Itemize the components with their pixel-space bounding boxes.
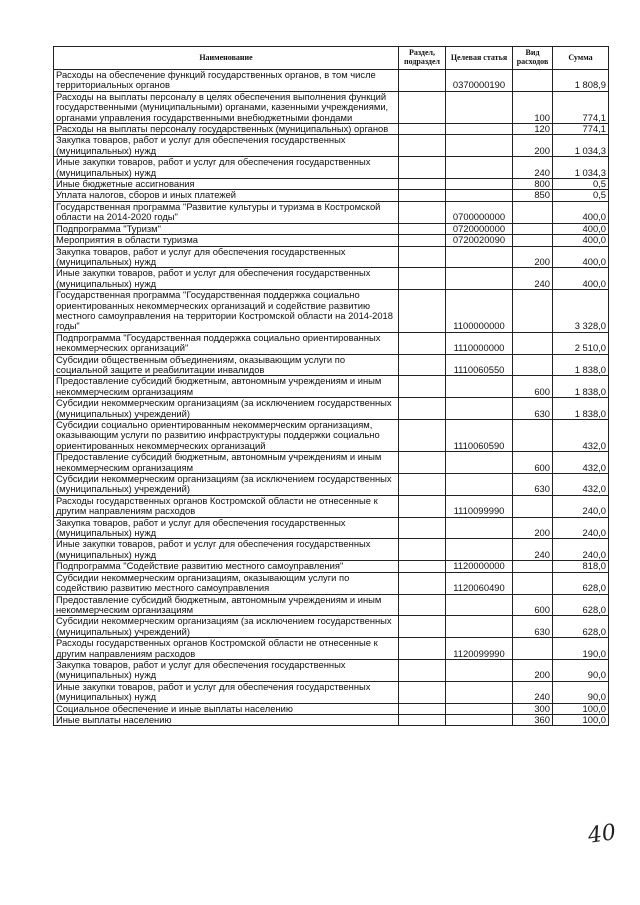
- cell-name: Субсидии некоммерческим организациям, оказывающим услуги по содействию развитию местного самоуправления: [54, 572, 399, 594]
- cell-name: Иные закупки товаров, работ и услуг для обеспечения государственных (муниципальных) нужд: [54, 268, 399, 290]
- cell-sum: 90,0: [553, 681, 609, 703]
- cell-section: [399, 376, 446, 398]
- table-row: [54, 190, 609, 201]
- cell-section: [399, 70, 446, 92]
- cell-target: [446, 246, 513, 268]
- cell-type: 300: [513, 703, 553, 714]
- cell-target: [446, 703, 513, 714]
- cell-section: [399, 398, 446, 420]
- cell-type: [513, 420, 553, 452]
- cell-name: Субсидии социально ориентированным некоммерческим организациям, оказывающим услуги по развитию инфраструктуры поддержки социально ориентированных некоммерческих организаций: [54, 420, 399, 452]
- cell-type: [513, 561, 553, 572]
- cell-section: [399, 616, 446, 638]
- cell-section: [399, 452, 446, 474]
- cell-type: 240: [513, 681, 553, 703]
- cell-section: [399, 539, 446, 561]
- cell-name: Субсидии некоммерческим организациям (за исключением государственных (муниципальных) учреждений): [54, 474, 399, 496]
- table-row: [54, 179, 609, 190]
- cell-sum: 190,0: [553, 638, 609, 660]
- table-row: [54, 201, 609, 223]
- cell-type: 630: [513, 398, 553, 420]
- cell-section: [399, 703, 446, 714]
- cell-target: [446, 594, 513, 616]
- cell-target: 0370000190: [446, 70, 513, 92]
- cell-name: Подпрограмма "Содействие развитию местного самоуправления": [54, 561, 399, 572]
- table-row: [54, 332, 609, 354]
- cell-name: Государственная программа "Государственная поддержка социально ориентированных некоммерческих организаций и содействие развитию местного самоуправления на территории Костромской области на 2014-2018 годы": [54, 290, 399, 333]
- cell-section: [399, 179, 446, 190]
- header-type: Вид расходов: [513, 47, 553, 70]
- table-row: [54, 135, 609, 157]
- cell-target: 1110060590: [446, 420, 513, 452]
- cell-section: [399, 354, 446, 376]
- cell-target: [446, 452, 513, 474]
- cell-type: 240: [513, 157, 553, 179]
- table-row: [54, 246, 609, 268]
- cell-target: [446, 179, 513, 190]
- cell-sum: 240,0: [553, 495, 609, 517]
- cell-section: [399, 420, 446, 452]
- cell-name: Предоставление субсидий бюджетным, автономным учреждениям и иным некоммерческим организациям: [54, 594, 399, 616]
- cell-type: [513, 572, 553, 594]
- table-row: [54, 290, 609, 333]
- cell-type: [513, 290, 553, 333]
- cell-target: 0720000000: [446, 223, 513, 234]
- cell-sum: 1 838,0: [553, 376, 609, 398]
- cell-sum: 400,0: [553, 268, 609, 290]
- cell-type: 630: [513, 474, 553, 496]
- cell-target: [446, 539, 513, 561]
- cell-name: Расходы государственных органов Костромской области не отнесенные к другим направлениям расходов: [54, 638, 399, 660]
- cell-target: [446, 714, 513, 725]
- cell-sum: 774,1: [553, 124, 609, 135]
- cell-sum: 400,0: [553, 201, 609, 223]
- cell-type: 200: [513, 135, 553, 157]
- cell-type: [513, 235, 553, 246]
- cell-name: Подпрограмма "Государственная поддержка социально ориентированных некоммерческих организаций": [54, 332, 399, 354]
- cell-sum: 1 838,0: [553, 398, 609, 420]
- cell-type: 850: [513, 190, 553, 201]
- cell-section: [399, 681, 446, 703]
- cell-section: [399, 235, 446, 246]
- cell-target: 0720020090: [446, 235, 513, 246]
- cell-target: 1110000000: [446, 332, 513, 354]
- cell-type: [513, 201, 553, 223]
- cell-type: 200: [513, 246, 553, 268]
- table-row: [54, 91, 609, 123]
- cell-target: [446, 517, 513, 539]
- cell-type: [513, 223, 553, 234]
- cell-name: Расходы на выплаты персоналу государственных (муниципальных) органов: [54, 124, 399, 135]
- cell-name: Субсидии некоммерческим организациям (за исключением государственных (муниципальных) учреждений): [54, 398, 399, 420]
- cell-target: 0700000000: [446, 201, 513, 223]
- cell-section: [399, 223, 446, 234]
- cell-type: 600: [513, 594, 553, 616]
- cell-sum: 774,1: [553, 91, 609, 123]
- cell-sum: 1 034,3: [553, 157, 609, 179]
- cell-sum: 628,0: [553, 572, 609, 594]
- cell-type: [513, 70, 553, 92]
- cell-name: Закупка товаров, работ и услуг для обеспечения государственных (муниципальных) нужд: [54, 517, 399, 539]
- cell-target: [446, 681, 513, 703]
- table-header-row: [54, 47, 609, 70]
- cell-section: [399, 290, 446, 333]
- cell-name: Закупка товаров, работ и услуг для обеспечения государственных (муниципальных) нужд: [54, 659, 399, 681]
- page-number: 40: [586, 820, 618, 849]
- cell-type: 120: [513, 124, 553, 135]
- cell-type: 240: [513, 268, 553, 290]
- cell-type: 360: [513, 714, 553, 725]
- cell-name: Подпрограмма "Туризм": [54, 223, 399, 234]
- cell-section: [399, 190, 446, 201]
- cell-name: Субсидии общественным объединениям, оказывающим услуги по социальной защите и реабилитации инвалидов: [54, 354, 399, 376]
- table-row: [54, 714, 609, 725]
- table-row: [54, 420, 609, 452]
- cell-name: Иные выплаты населению: [54, 714, 399, 725]
- cell-type: 240: [513, 539, 553, 561]
- table-row: [54, 594, 609, 616]
- cell-section: [399, 714, 446, 725]
- cell-name: Иные бюджетные ассигнования: [54, 179, 399, 190]
- table-row: [54, 268, 609, 290]
- table-row: [54, 157, 609, 179]
- cell-target: [446, 190, 513, 201]
- cell-section: [399, 572, 446, 594]
- cell-section: [399, 638, 446, 660]
- cell-type: 600: [513, 376, 553, 398]
- cell-section: [399, 135, 446, 157]
- cell-name: Государственная программа "Развитие культуры и туризма в Костромской области на 2014-2020 годы": [54, 201, 399, 223]
- table-row: [54, 681, 609, 703]
- header-section: Раздел, подраздел: [399, 47, 446, 70]
- cell-sum: 432,0: [553, 452, 609, 474]
- cell-target: [446, 474, 513, 496]
- table-row: [54, 398, 609, 420]
- table-row: [54, 495, 609, 517]
- cell-section: [399, 124, 446, 135]
- cell-target: [446, 616, 513, 638]
- cell-sum: 1 808,9: [553, 70, 609, 92]
- cell-sum: 628,0: [553, 616, 609, 638]
- header-sum: Сумма: [553, 47, 609, 70]
- cell-target: 1100000000: [446, 290, 513, 333]
- table-row: [54, 659, 609, 681]
- table-body: [54, 70, 609, 726]
- cell-section: [399, 201, 446, 223]
- cell-name: Социальное обеспечение и иные выплаты населению: [54, 703, 399, 714]
- budget-table: [53, 46, 609, 726]
- table-row: [54, 474, 609, 496]
- cell-type: [513, 638, 553, 660]
- cell-section: [399, 474, 446, 496]
- cell-type: 200: [513, 517, 553, 539]
- cell-section: [399, 91, 446, 123]
- cell-sum: 1 838,0: [553, 354, 609, 376]
- table-row: [54, 452, 609, 474]
- cell-name: Расходы на обеспечение функций государственных органов, в том числе территориальных органов: [54, 70, 399, 92]
- cell-target: [446, 268, 513, 290]
- cell-name: Закупка товаров, работ и услуг для обеспечения государственных (муниципальных) нужд: [54, 135, 399, 157]
- cell-sum: 90,0: [553, 659, 609, 681]
- cell-name: Уплата налогов, сборов и иных платежей: [54, 190, 399, 201]
- cell-name: Расходы на выплаты персоналу в целях обеспечения выполнения функций государственными (муниципальными) органами, казенными учреждениями, органами управления государственными внебюджетными фондами: [54, 91, 399, 123]
- cell-target: [446, 91, 513, 123]
- table-row: [54, 616, 609, 638]
- cell-target: [446, 398, 513, 420]
- cell-name: Предоставление субсидий бюджетным, автономным учреждениям и иным некоммерческим организациям: [54, 452, 399, 474]
- cell-target: [446, 376, 513, 398]
- cell-name: Иные закупки товаров, работ и услуг для обеспечения государственных (муниципальных) нужд: [54, 681, 399, 703]
- cell-name: Расходы государственных органов Костромской области не отнесенные к другим направлениям расходов: [54, 495, 399, 517]
- cell-target: [446, 157, 513, 179]
- cell-target: 1110060550: [446, 354, 513, 376]
- table-row: [54, 561, 609, 572]
- cell-sum: 818,0: [553, 561, 609, 572]
- header-target: Целевая статья: [446, 47, 513, 70]
- cell-sum: 432,0: [553, 420, 609, 452]
- cell-sum: 240,0: [553, 539, 609, 561]
- table-row: [54, 539, 609, 561]
- table-row: [54, 223, 609, 234]
- table-row: [54, 703, 609, 714]
- cell-section: [399, 332, 446, 354]
- cell-type: [513, 332, 553, 354]
- table-row: [54, 354, 609, 376]
- cell-name: Мероприятия в области туризма: [54, 235, 399, 246]
- cell-sum: 100,0: [553, 714, 609, 725]
- cell-target: [446, 659, 513, 681]
- cell-type: 800: [513, 179, 553, 190]
- cell-type: 100: [513, 91, 553, 123]
- header-name: Наименование: [54, 47, 399, 70]
- cell-section: [399, 495, 446, 517]
- table-row: [54, 376, 609, 398]
- cell-sum: 0,5: [553, 179, 609, 190]
- cell-sum: 240,0: [553, 517, 609, 539]
- table-row: [54, 235, 609, 246]
- cell-sum: 3 328,0: [553, 290, 609, 333]
- cell-sum: 400,0: [553, 235, 609, 246]
- cell-type: 600: [513, 452, 553, 474]
- cell-section: [399, 659, 446, 681]
- cell-section: [399, 157, 446, 179]
- cell-sum: 100,0: [553, 703, 609, 714]
- cell-section: [399, 517, 446, 539]
- cell-type: [513, 495, 553, 517]
- cell-target: 1120099990: [446, 638, 513, 660]
- cell-name: Иные закупки товаров, работ и услуг для обеспечения государственных (муниципальных) нужд: [54, 539, 399, 561]
- cell-section: [399, 594, 446, 616]
- cell-type: [513, 354, 553, 376]
- table-row: [54, 70, 609, 92]
- cell-section: [399, 268, 446, 290]
- cell-name: Закупка товаров, работ и услуг для обеспечения государственных (муниципальных) нужд: [54, 246, 399, 268]
- table-row: [54, 572, 609, 594]
- table-row: [54, 517, 609, 539]
- cell-name: Предоставление субсидий бюджетным, автономным учреждениям и иным некоммерческим организациям: [54, 376, 399, 398]
- cell-target: 1110099990: [446, 495, 513, 517]
- cell-sum: 432,0: [553, 474, 609, 496]
- cell-sum: 0,5: [553, 190, 609, 201]
- cell-section: [399, 246, 446, 268]
- cell-target: 1120000000: [446, 561, 513, 572]
- cell-sum: 2 510,0: [553, 332, 609, 354]
- cell-sum: 1 034,3: [553, 135, 609, 157]
- cell-name: Иные закупки товаров, работ и услуг для обеспечения государственных (муниципальных) нужд: [54, 157, 399, 179]
- cell-sum: 628,0: [553, 594, 609, 616]
- cell-sum: 400,0: [553, 246, 609, 268]
- cell-section: [399, 561, 446, 572]
- cell-name: Субсидии некоммерческим организациям (за исключением государственных (муниципальных) учреждений): [54, 616, 399, 638]
- cell-type: 200: [513, 659, 553, 681]
- cell-target: 1120060490: [446, 572, 513, 594]
- cell-target: [446, 135, 513, 157]
- table-row: [54, 124, 609, 135]
- cell-sum: 400,0: [553, 223, 609, 234]
- table-row: [54, 638, 609, 660]
- cell-type: 630: [513, 616, 553, 638]
- cell-target: [446, 124, 513, 135]
